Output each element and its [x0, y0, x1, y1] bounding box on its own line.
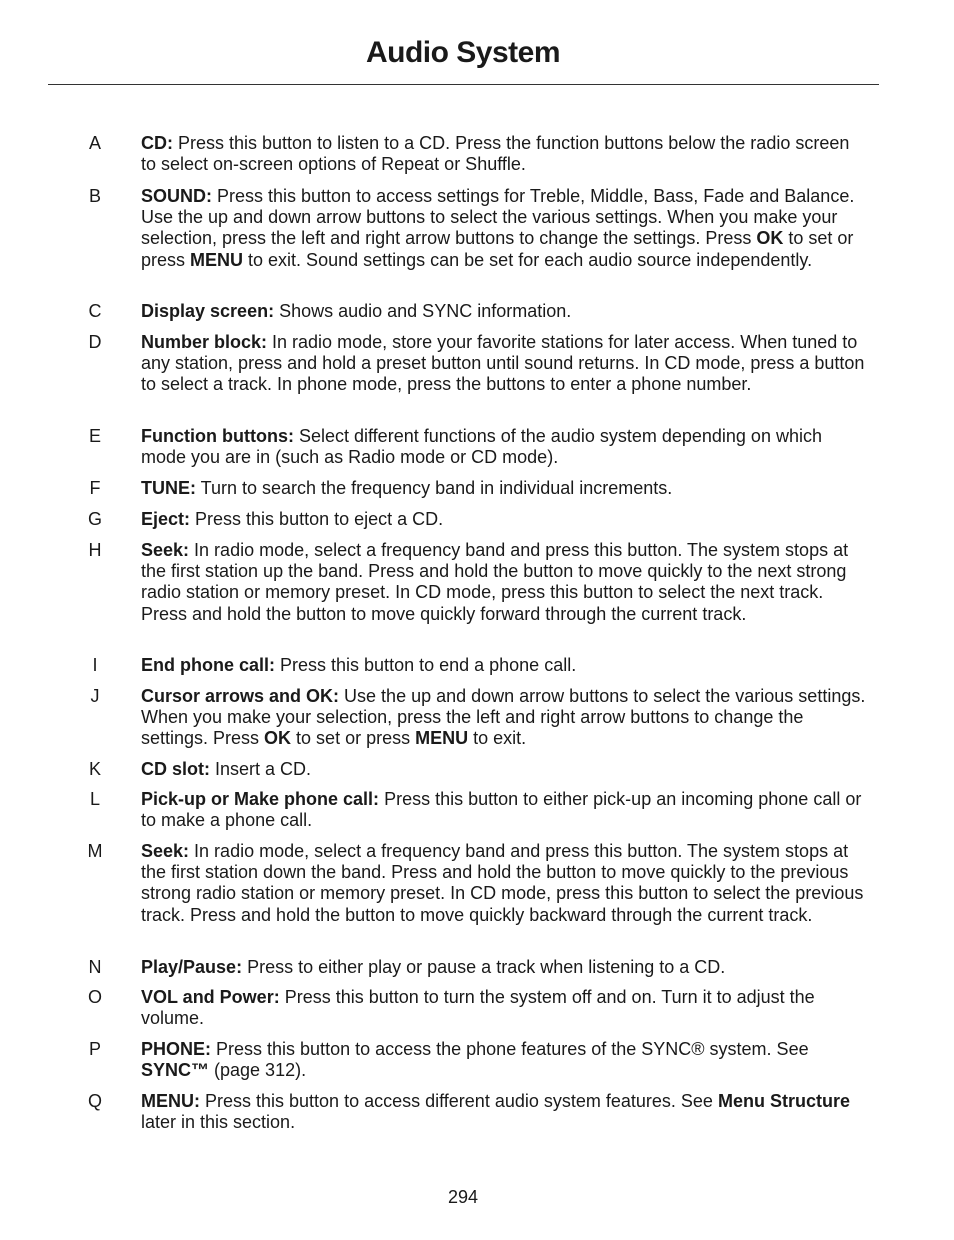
term-label: SYNC™ — [141, 1060, 210, 1081]
legend-item-letter: G — [87, 509, 102, 529]
description-text: In radio mode, select a frequency band and press this button. The system stops at the first station down the band. Press and hold the button to move quickly to the previous strong radio station or memory preset. In CD mode, press this button to select the previous track. Press and hold the button to move quickly backward through the current track. — [141, 841, 864, 925]
legend-item-description — [141, 301, 869, 322]
term-label: Seek: — [141, 841, 190, 861]
term-label: Play/Pause: — [141, 957, 243, 977]
description-text: Turn to search the frequency band in individual increments. — [196, 478, 673, 498]
legend-item-letter: O — [87, 987, 102, 1007]
term-label: MENU — [415, 728, 469, 749]
description-text: later in this section. — [141, 1112, 296, 1133]
description-text: to exit. Sound settings can be set for each audio source independently. — [243, 249, 813, 270]
description-text: to set or press — [141, 228, 854, 270]
term-label: VOL and Power: — [141, 987, 280, 1007]
legend-item-letter: D — [88, 332, 102, 352]
description-text: Use the up and down arrow buttons to select the various settings. When you make your selection, press the left and right arrow buttons to change the settings. Press — [141, 686, 866, 749]
term-label: PHONE: — [141, 1039, 212, 1059]
legend-item-description — [141, 1039, 869, 1081]
legend-item-letter: F — [89, 478, 101, 498]
legend-item-letter: N — [88, 957, 102, 977]
term-label: SOUND: — [141, 186, 212, 206]
description-text: Press this button to access the phone features of the SYNC® system. See — [211, 1039, 809, 1059]
description-text: Press this button to turn the system off and on. Turn it to adjust the volume. — [141, 987, 815, 1029]
legend-item-letter: A — [88, 133, 101, 153]
legend-item-letter: L — [89, 789, 100, 809]
legend-item-description — [141, 540, 869, 625]
title-divider — [48, 84, 879, 85]
description-text: In radio mode, select a frequency band and press this button. The system stops at the first station up the band. Press and hold the button to move quickly to the next strong radio station or memory preset. In CD mode, press this button to select the next track. Press and hold the button to move quickly forward through the current track. — [141, 540, 849, 624]
term-label: Cursor arrows and OK: — [141, 686, 340, 706]
legend-item-description — [141, 133, 869, 175]
legend-item-letter: I — [92, 655, 98, 675]
legend-item-letter: E — [88, 426, 101, 446]
description-text: Press to either play or pause a track when listening to a CD. — [242, 957, 726, 977]
description-text: to exit. — [468, 728, 527, 749]
legend-item-description — [141, 686, 869, 750]
legend-item-letter: B — [88, 186, 101, 206]
term-label: MENU: — [141, 1091, 200, 1111]
legend-item-description — [141, 957, 869, 978]
legend-item-description — [141, 332, 869, 396]
description-text: to set or press — [291, 728, 416, 749]
legend-item-letter: K — [88, 759, 101, 779]
legend-item-letter: J — [90, 686, 100, 706]
legend-item-letter: H — [88, 540, 102, 560]
legend-item-description — [141, 426, 869, 468]
legend-item-letter: Q — [87, 1091, 102, 1111]
term-label: MENU — [190, 249, 244, 270]
legend-item-letter: C — [88, 301, 102, 321]
description-text: Press this button to access settings for Treble, Middle, Bass, Fade and Balance. Use the up and down arrow buttons to select the various settings. When you make your selection, press the left and right arrow buttons to change the settings. Press — [141, 186, 855, 249]
term-label: TUNE: — [141, 478, 196, 498]
term-label: Function buttons: — [141, 426, 294, 446]
description-text: In radio mode, store your favorite stations for later access. When tuned to any station, press and hold a preset button until sound returns. In CD mode, press a button to select a track. In phone mode, press the buttons to enter a phone number. — [141, 332, 865, 395]
term-label: CD: — [141, 133, 173, 153]
term-label: OK — [756, 228, 784, 249]
term-label: Display screen: — [141, 301, 275, 321]
page-number: 294 — [447, 1187, 479, 1207]
term-label: Seek: — [141, 540, 190, 560]
description-text: Select different functions of the audio system depending on which mode you are in (such as Radio mode or CD mode). — [141, 426, 822, 468]
description-text: (page 312). — [209, 1060, 307, 1081]
legend-item-description — [141, 655, 869, 676]
term-label: Pick-up or Make phone call: — [141, 789, 380, 809]
term-label: OK — [264, 728, 292, 749]
page-title: Audio System — [365, 36, 561, 69]
description-text: Press this button to access different audio system features. See — [200, 1091, 718, 1111]
description-text: Shows audio and SYNC information. — [274, 301, 572, 321]
description-text: Press this button to eject a CD. — [190, 509, 444, 529]
term-label: End phone call: — [141, 655, 276, 675]
term-label: Number block: — [141, 332, 268, 352]
term-label: Eject: — [141, 509, 191, 529]
legend-item-description — [141, 987, 869, 1029]
legend-item-description — [141, 841, 869, 926]
legend-item-description — [141, 1091, 869, 1133]
legend-item-description — [141, 759, 869, 780]
description-text: Press this button to end a phone call. — [275, 655, 577, 675]
legend-item-description — [141, 478, 869, 499]
legend-item-description — [141, 509, 869, 530]
legend-item-letter: M — [87, 841, 103, 861]
term-label: Menu Structure — [717, 1091, 850, 1111]
description-text: Insert a CD. — [210, 759, 312, 779]
legend-item-description — [141, 186, 869, 271]
term-label: CD slot: — [141, 759, 210, 779]
description-text: Press this button to listen to a CD. Press the function buttons below the radio screen to select on-screen options of Repeat or Shuffle. — [141, 133, 850, 175]
description-text: Press this button to either pick-up an incoming phone call or to make a phone call. — [141, 789, 862, 831]
legend-item-description — [141, 789, 869, 831]
legend-item-letter: P — [88, 1039, 101, 1059]
